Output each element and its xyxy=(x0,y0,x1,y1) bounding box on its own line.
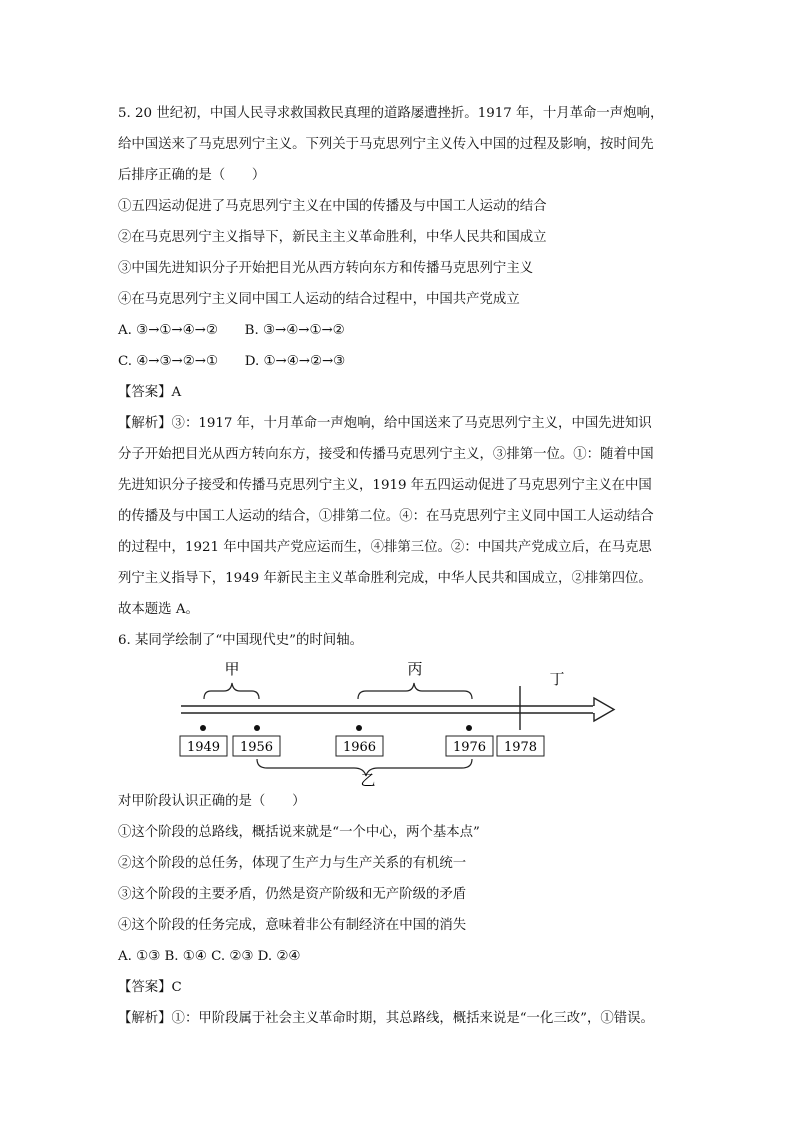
q5-analysis-line-2: 分子开始把目光从西方转向东方，接受和传播马克思列宁主义，③排第一位。①：随着中国 xyxy=(118,447,654,462)
q5-options-line-1: A. ③→①→④→② B. ③→④→①→② xyxy=(118,323,345,338)
q5-stem-line-1: 5. 20 世纪初，中国人民寻求救国救民真理的道路屡遭挫折。1917 年，十月革命一声炮响， xyxy=(118,106,664,121)
q6-statement-3: ③这个阶段的主要矛盾，仍然是资产阶级和无产阶级的矛盾 xyxy=(118,887,467,902)
q5-analysis-line-3: 先进知识分子接受和传播马克思列宁主义，1919 年五四运动促进了马克思列宁主义在中国 xyxy=(118,478,652,493)
document-page xyxy=(118,98,683,1034)
q5-stem-line-2: 给中国送来了马克思列宁主义。下列关于马克思列宁主义传入中国的过程及影响，按时间先 xyxy=(118,137,654,152)
year-1976: 1976 xyxy=(452,740,487,755)
label-bing: 丙 xyxy=(407,660,423,678)
q6-statement-1: ①这个阶段的总路线，概括说来就是“一个中心，两个基本点” xyxy=(118,825,480,840)
q5-answer: 【答案】A xyxy=(118,385,182,400)
timeline-diagram xyxy=(118,658,683,786)
label-jia: 甲 xyxy=(224,660,240,678)
q5-analysis-line-1: 【解析】③：1917 年，十月革命一声炮响，给中国送来了马克思列宁主义，中国先进知识 xyxy=(118,416,652,431)
label-ding: 丁 xyxy=(549,670,565,688)
q5-statement-1: ①五四运动促进了马克思列宁主义在中国的传播及与中国工人运动的结合 xyxy=(118,199,547,214)
timeline-figure xyxy=(118,658,683,786)
dot-1976 xyxy=(466,725,472,731)
brace-jia xyxy=(204,683,259,699)
q5-statement-2: ②在马克思列宁主义指导下，新民主主义革命胜利，中华人民共和国成立 xyxy=(118,230,547,245)
q5-analysis-line-4: 的传播及与中国工人运动的结合，①排第二位。④：在马克思列宁主义同中国工人运动结合 xyxy=(118,509,654,524)
q6-stem: 6. 某同学绘制了“中国现代史”的时间轴。 xyxy=(118,633,363,648)
q6-options: A. ①③ B. ①④ C. ②③ D. ②④ xyxy=(118,949,301,964)
dot-1956 xyxy=(254,725,260,731)
label-yi: 乙 xyxy=(360,771,376,786)
year-1966: 1966 xyxy=(342,740,377,755)
year-1978: 1978 xyxy=(503,740,538,755)
q5-analysis-line-5: 的过程中，1921 年中国共产党应运而生，④排第三位。②：中国共产党成立后，在马克思 xyxy=(118,540,652,555)
q5-options-line-2: C. ④→③→②→① D. ①→④→②→③ xyxy=(118,354,346,369)
q5-stem-line-3: 后排序正确的是（ ） xyxy=(118,168,266,183)
q5-analysis-line-7: 故本题选 A。 xyxy=(118,602,199,617)
year-1949: 1949 xyxy=(186,740,221,755)
brace-bing xyxy=(358,683,472,699)
q6-statement-4: ④这个阶段的任务完成，意味着非公有制经济在中国的消失 xyxy=(118,918,467,933)
q5-statement-4: ④在马克思列宁主义同中国工人运动的结合过程中，中国共产党成立 xyxy=(118,292,520,307)
q5-statement-3: ③中国先进知识分子开始把目光从西方转向东方和传播马克思列宁主义 xyxy=(118,261,534,276)
q6-answer: 【答案】C xyxy=(118,980,182,995)
timeline-arrowhead xyxy=(594,698,614,721)
q6-question: 对甲阶段认识正确的是（ ） xyxy=(118,794,306,809)
dot-1966 xyxy=(356,725,362,731)
dot-1949 xyxy=(200,725,206,731)
q6-analysis: 【解析】①：甲阶段属于社会主义革命时期，其总路线，概括来说是“一化三改”，①错误。 xyxy=(118,1011,654,1026)
year-1956: 1956 xyxy=(239,740,274,755)
q6-statement-2: ②这个阶段的总任务，体现了生产力与生产关系的有机统一 xyxy=(118,856,467,871)
q5-analysis-line-6: 列宁主义指导下，1949 年新民主主义革命胜利完成，中华人民共和国成立，②排第四位。 xyxy=(118,571,652,586)
